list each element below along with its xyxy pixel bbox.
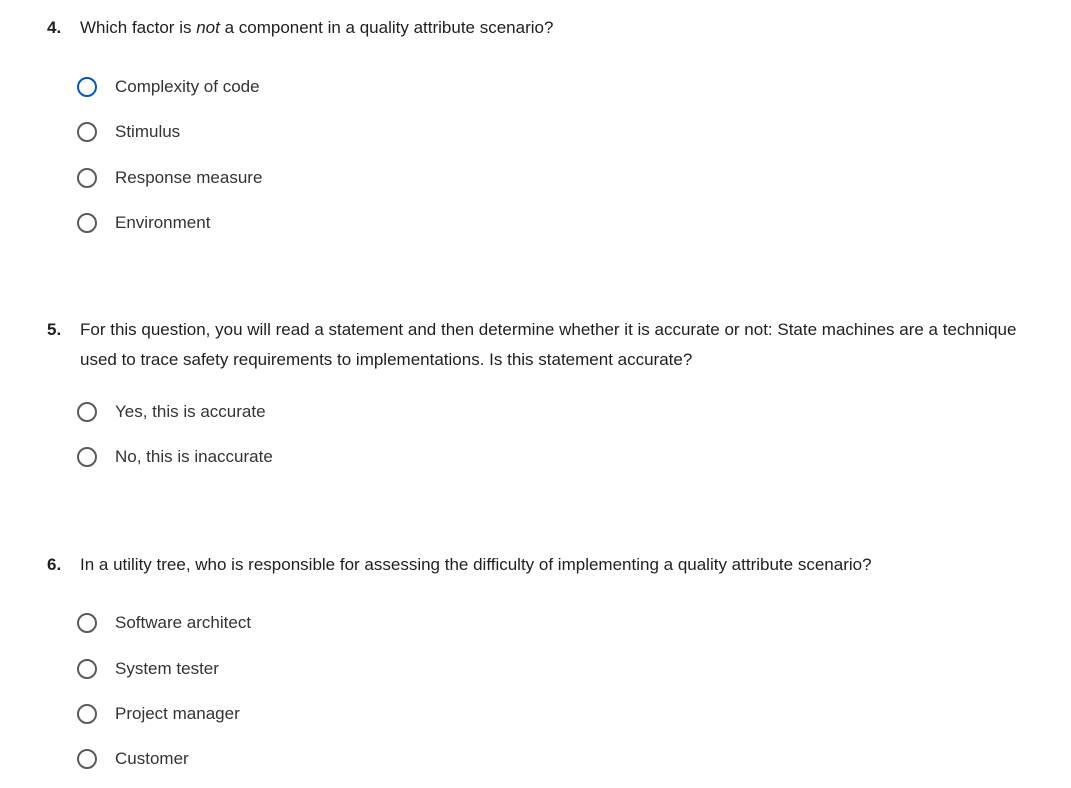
radio-button[interactable] <box>77 122 97 142</box>
answer-option[interactable] <box>77 399 266 425</box>
radio-button[interactable] <box>77 402 97 422</box>
answer-option[interactable] <box>77 610 251 636</box>
option-label: Yes, this is accurate <box>115 402 266 421</box>
answer-option[interactable] <box>77 165 262 191</box>
question-number: 6. <box>47 555 62 574</box>
radio-button[interactable] <box>77 213 97 233</box>
radio-button[interactable] <box>77 613 97 633</box>
radio-button[interactable] <box>77 77 97 97</box>
option-label: Response measure <box>115 168 263 187</box>
radio-button[interactable] <box>77 659 97 679</box>
question-number: 4. <box>47 18 62 37</box>
answer-option[interactable] <box>77 444 273 470</box>
option-label: Software architect <box>115 613 252 632</box>
answer-option[interactable] <box>77 656 219 682</box>
question-text: In a utility tree, who is responsible for assessing the difficulty of implementing a quality attribute scenario? <box>80 555 872 574</box>
question-number: 5. <box>47 320 62 339</box>
answer-option[interactable] <box>77 119 180 145</box>
option-label: System tester <box>115 659 219 678</box>
radio-button[interactable] <box>77 168 97 188</box>
question-text: For this question, you will read a statement and then determine whether it is accurate or not: State machines are a technique used to trace safety requirements to implementations. Is this statement accurate? <box>80 320 1017 369</box>
radio-button[interactable] <box>77 749 97 769</box>
answer-option[interactable] <box>77 701 240 727</box>
option-label: Complexity of code <box>115 77 260 96</box>
answer-option[interactable] <box>77 746 189 772</box>
option-label: Customer <box>115 749 189 768</box>
option-label: Stimulus <box>115 122 181 141</box>
answer-option[interactable] <box>77 210 210 236</box>
option-label: Environment <box>115 213 211 232</box>
option-label: Project manager <box>115 704 240 723</box>
answer-option[interactable] <box>77 74 260 100</box>
question-text: Which factor is not a component in a quality attribute scenario? <box>80 18 554 37</box>
radio-button[interactable] <box>77 704 97 724</box>
option-label: No, this is inaccurate <box>115 447 273 466</box>
radio-button[interactable] <box>77 447 97 467</box>
